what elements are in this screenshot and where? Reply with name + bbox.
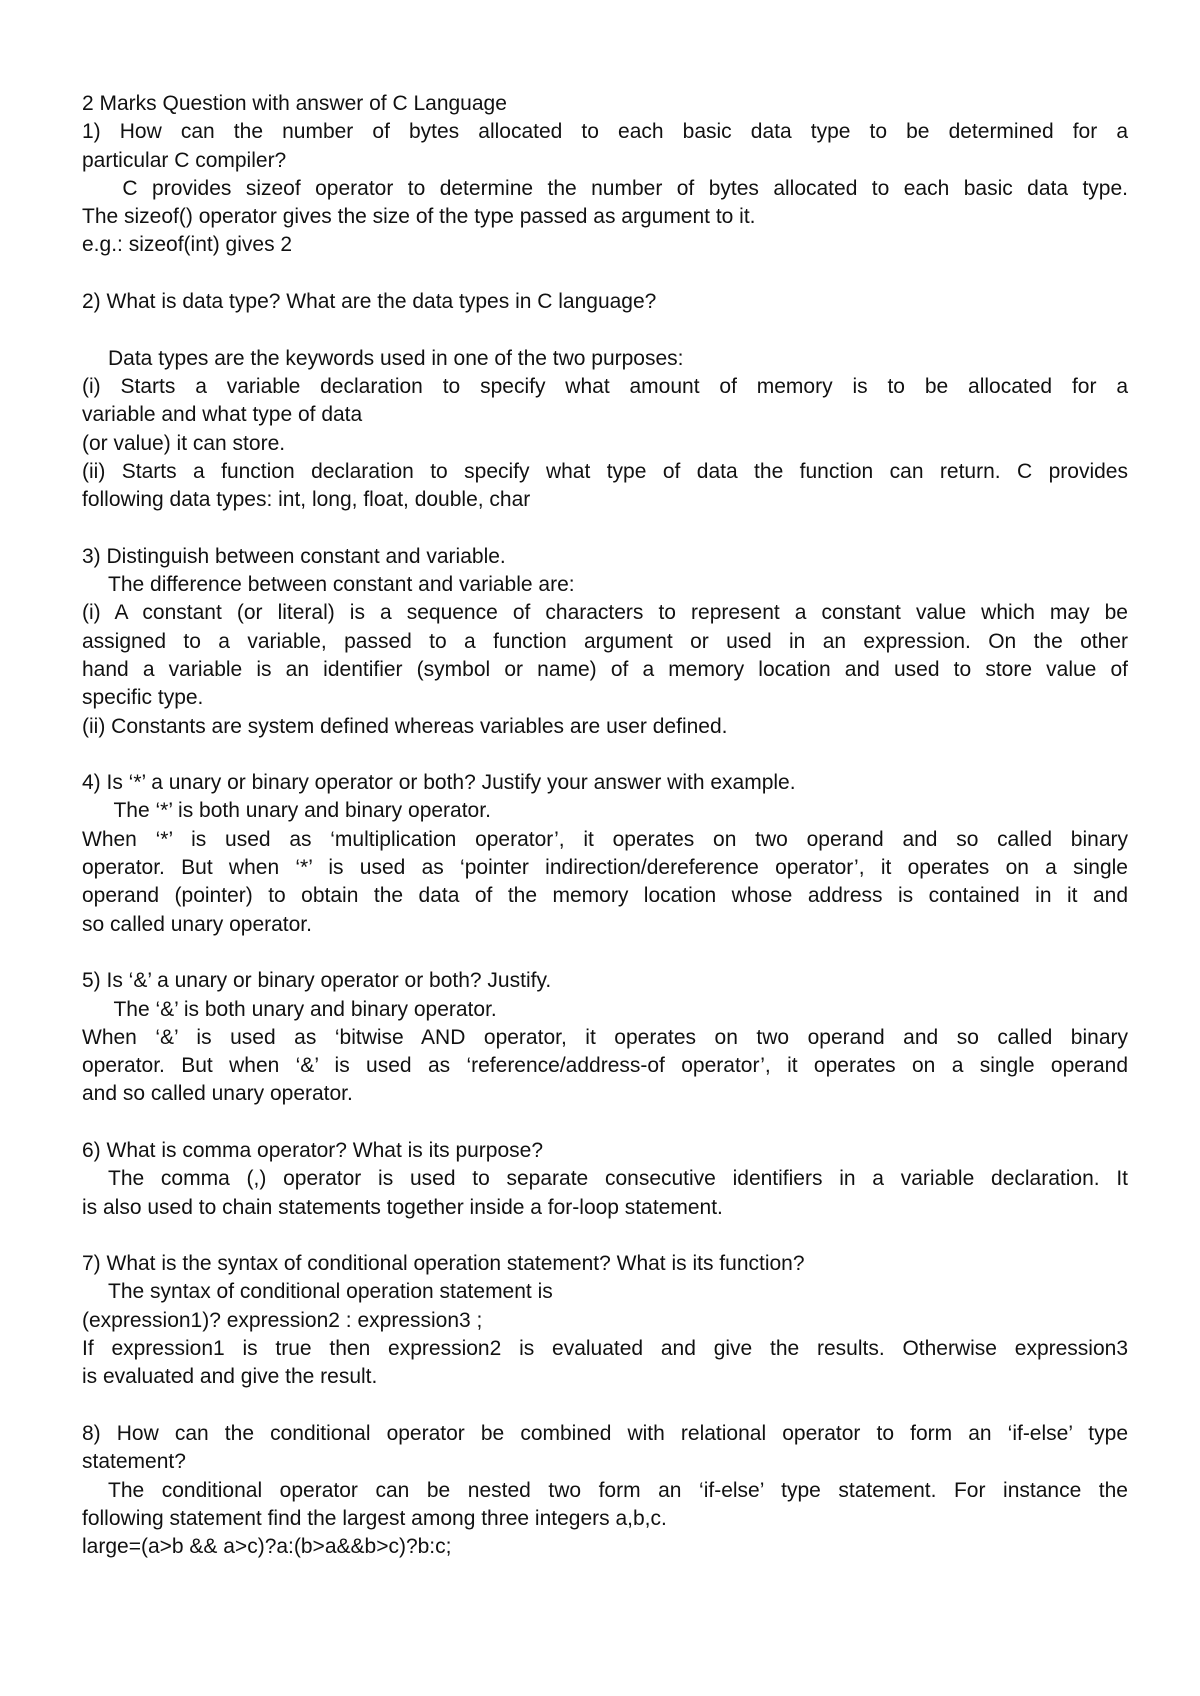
answer-text: e.g.: sizeof(int) gives 2 (82, 233, 293, 257)
answer-text: (ii) Starts a function declaration to specify what type of data the function can return. C provides (82, 459, 1128, 483)
answer-text: and so called unary operator. (82, 1082, 353, 1106)
answer-text-content: The comma (,) operator is used to separate consecutive identifiers in a variable declaration. It (108, 1167, 1128, 1191)
answer-text: When ‘*’ is used as ‘multiplication operator’, it operates on two operand and so called binary (82, 827, 1128, 851)
answer-text: The sizeof() operator gives the size of the type passed as argument to it. (82, 205, 756, 229)
question-block-6 (82, 1137, 1128, 1222)
question-text: 1) How can the number of bytes allocated to each basic data type to be determined for a (82, 120, 1128, 144)
answer-text: following statement find the largest among three integers a,b,c. (82, 1506, 667, 1530)
answer-text (82, 175, 1128, 203)
answer-text (82, 797, 1128, 825)
question-text: 6) What is comma operator? What is its purpose? (82, 1138, 544, 1162)
question-text: 8) How can the conditional operator be combined with relational operator to form an ‘if-else’ type (82, 1421, 1128, 1445)
answer-text-content: C provides sizeof operator to determine the number of bytes allocated to each basic data type. (108, 176, 1128, 200)
spacer (82, 741, 1128, 769)
answer-text (82, 1165, 1128, 1193)
answer-text: variable and what type of data (82, 403, 363, 427)
answer-text: (i) A constant (or literal) is a sequence of characters to represent a constant value which may be (82, 601, 1128, 625)
answer-text: When ‘&’ is used as ‘bitwise AND operator, it operates on two operand and so called binary (82, 1025, 1128, 1049)
question-text: 3) Distinguish between constant and variable. (82, 544, 506, 568)
question-block-1 (82, 118, 1128, 259)
question-block-2 (82, 288, 1128, 514)
answer-text (82, 345, 1128, 373)
answer-text: (i) Starts a variable declaration to specify what amount of memory is to be allocated for a (82, 374, 1128, 398)
question-block-3 (82, 543, 1128, 741)
answer-text: (expression1)? expression2 : expression3 ; (82, 1308, 483, 1332)
answer-text: operator. But when ‘*’ is used as ‘pointer indirection/dereference operator’, it operates on a single (82, 856, 1128, 880)
answer-text: (ii) Constants are system defined whereas variables are user defined. (82, 714, 728, 738)
spacer (82, 316, 1128, 344)
question-text: particular C compiler? (82, 148, 287, 172)
spacer (82, 1222, 1128, 1250)
question-text: 2) What is data type? What are the data types in C language? (82, 290, 657, 314)
answer-text: specific type. (82, 686, 204, 710)
answer-text-content: The ‘&’ is both unary and binary operator. (108, 997, 497, 1021)
answer-text (82, 996, 1128, 1024)
question-block-8 (82, 1420, 1128, 1561)
answer-text-content: The syntax of conditional operation statement is (108, 1280, 553, 1304)
answer-text: is evaluated and give the result. (82, 1365, 378, 1389)
answer-text: assigned to a variable, passed to a function argument or used in an expression. On the other (82, 629, 1128, 653)
spacer (82, 260, 1128, 288)
answer-text (82, 1278, 1128, 1306)
answer-text: hand a variable is an identifier (symbol or name) of a memory location and used to store value of (82, 657, 1128, 681)
document-title: 2 Marks Question with answer of C Language (82, 92, 507, 115)
document-page (82, 90, 1128, 1561)
question-block-7 (82, 1250, 1128, 1391)
answer-text (82, 571, 1128, 599)
answer-text: following data types: int, long, float, double, char (82, 488, 531, 512)
answer-text (82, 1477, 1128, 1505)
spacer (82, 514, 1128, 542)
question-text: 5) Is ‘&’ a unary or binary operator or both? Justify. (82, 969, 552, 993)
answer-text: (or value) it can store. (82, 431, 286, 455)
answer-text-content: The ‘*’ is both unary and binary operator. (108, 799, 491, 823)
question-text: statement? (82, 1450, 186, 1474)
spacer (82, 1392, 1128, 1420)
question-text: 4) Is ‘*’ a unary or binary operator or both? Justify your answer with example. (82, 771, 796, 795)
answer-text: If expression1 is true then expression2 is evaluated and give the results. Otherwise expression3 (82, 1337, 1128, 1361)
spacer (82, 1109, 1128, 1137)
answer-text: so called unary operator. (82, 912, 312, 936)
question-text: 7) What is the syntax of conditional operation statement? What is its function? (82, 1252, 805, 1276)
spacer (82, 939, 1128, 967)
answer-text-content: Data types are the keywords used in one of the two purposes: (108, 346, 684, 370)
answer-text: large=(a>b && a>c)?a:(b>a&&b>c)?b:c; (82, 1535, 452, 1559)
answer-text: is also used to chain statements together inside a for-loop statement. (82, 1195, 723, 1219)
question-block-5 (82, 967, 1128, 1108)
answer-text: operand (pointer) to obtain the data of the memory location whose address is contained in it and (82, 884, 1128, 908)
answer-text-content: The difference between constant and variable are: (108, 573, 575, 597)
answer-text: operator. But when ‘&’ is used as ‘reference/address-of operator’, it operates on a single operand (82, 1054, 1128, 1078)
question-block-4 (82, 769, 1128, 939)
answer-text-content: The conditional operator can be nested two form an ‘if-else’ type statement. For instance the (108, 1478, 1128, 1502)
